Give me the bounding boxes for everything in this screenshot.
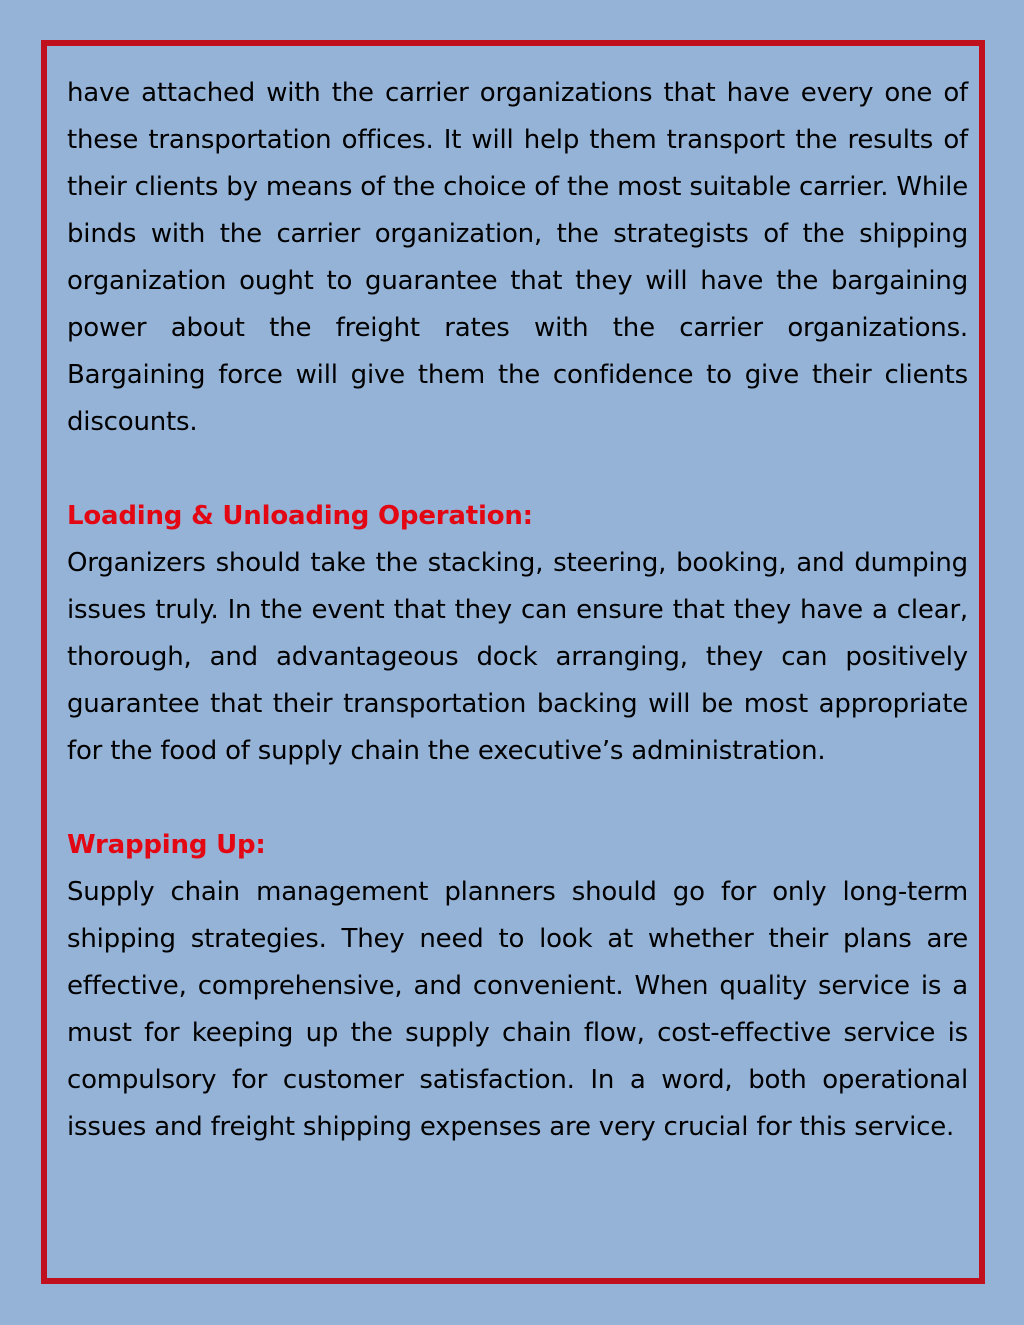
document-body — [67, 70, 968, 1151]
intro-paragraph: have attached with the carrier organizations that have every one of these transportation offices. It will help them transport the results of their clients by means of the choice of the most suitable carrier. While binds with the carrier organization, the strategists of the shipping organization ought to guarantee that they will have the bargaining power about the freight rates with the carrier organizations. Bargaining force will give them the confidence to give their clients discounts. — [67, 78, 968, 437]
loading-unloading-paragraph: Organizers should take the stacking, steering, booking, and dumping issues truly. In the event that they can ensure that they have a clear, thorough, and advantageous dock arranging, they can positively guarantee that their transportation backing will be most appropriate for the food of supply chain the executive’s administration. — [67, 548, 968, 766]
wrapping-up-heading: Wrapping Up: — [67, 830, 266, 860]
loading-unloading-heading: Loading & Unloading Operation: — [67, 501, 533, 531]
wrapping-up-paragraph: Supply chain management planners should go for only long-term shipping strategies. They need to look at whether their plans are effective, comprehensive, and convenient. When quality service is a must for keeping up the supply chain flow, cost-effective service is compulsory for customer satisfaction. In a word, both operational issues and freight shipping expenses are very crucial for this service. — [67, 877, 968, 1142]
content-border-frame — [41, 40, 985, 1284]
